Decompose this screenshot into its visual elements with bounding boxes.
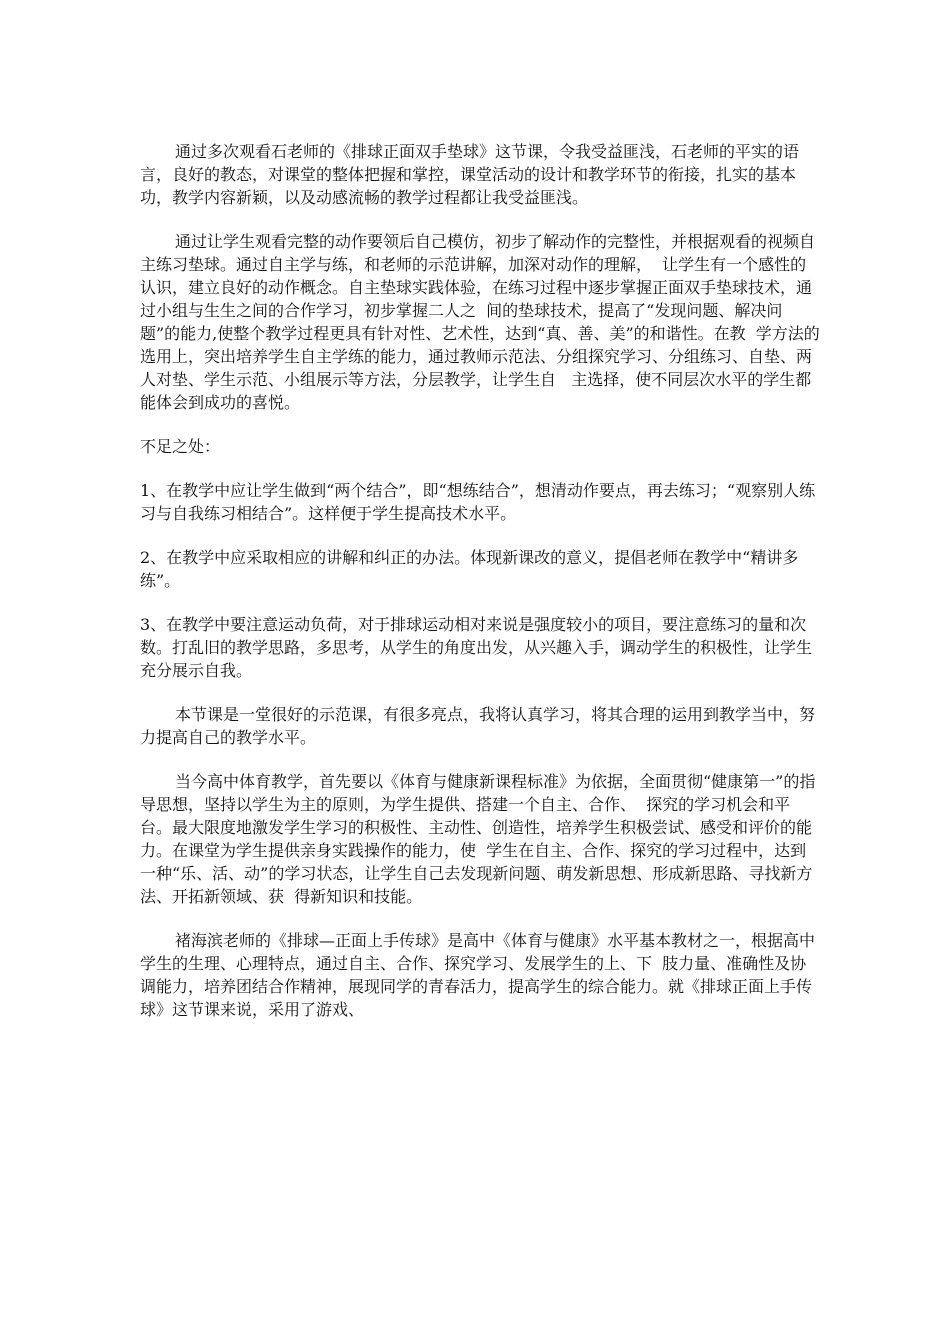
paragraph-intro: 通过多次观看石老师的《排球正面双手垫球》这节课，令我受益匪浅，石老师的平实的语言，良好的教态，对课堂的整体把握和掌控，课堂活动的设计和教学环节的衔接，扎实的基本功，教学内容新颖，以及动感流畅的教学过程都让我受益匪浅。 [140,142,800,207]
paragraph-summary: 本节课是一堂很好的示范课，有很多亮点，我将认真学习，将其合理的运用到教学当中，努力提高自己的教学水平。 [140,705,816,747]
paragraph-method: 通过让学生观看完整的动作要领后自己模仿，初步了解动作的完整性，并根据观看的视频自主练习垫球。通过自主学与练，和老师的示范讲解，加深对动作的理解， 让学生有一个感性的认识，建立良好的动作概念。自主垫球实践体验，在练习过程中逐步掌握正面双手垫球技术，通过小组与生生之间的合作学习，初步掌握二人之 间的垫球技术，提高了“发现问题、解决问题”的能力,使整个教学过程更具有针对性、艺术性，达到“真、善、美”的和谐性。在教 学方法的选用上，突出培养学生自主学练的能力，通过教师示范法、分组探究学习、分组练习、自垫、两人对垫、学生示范、小组展示等方法，分层教学，让学生自 主选择，使不同层次水平的学生都能体会到成功的喜悦。 [140,232,820,412]
document-page [140,140,820,1042]
paragraph-high-school-pe: 当今高中体育教学，首先要以《体育与健康新课程标准》为依据，全面贯彻“健康第一”的指导思想，坚持以学生为主的原则，为学生提供、搭建一个自主、合作、 探究的学习机会和平台。最大限度地激发学生学习的积极性、主动性、创造性，培养学生积极尝试、感受和评价的能力。在课堂为学生提供亲身实践操作的能力，使 学生在自主、合作、探究的学习过程中，达到一种“乐、活、动”的学习状态，让学生自己去发现新问题、萌发新思想、形成新思路、寻找新方法、开拓新领域、获 得新知识和技能。 [140,772,816,906]
paragraph-chu-haibin: 褚海滨老师的《排球—正面上手传球》是高中《体育与健康》水平基本教材之一，根据高中学生的生理、心理特点，通过自主、合作、探究学习、发展学生的上、下 肢力量、准确性及协调能力，培养团结合作精神，展现同学的青春活力，提高学生的综合能力。就《排球正面上手传球》这节课来说，采用了游戏、 [140,931,816,1019]
list-item-3: 3、在教学中要注意运动负荷，对于排球运动相对来说是强度较小的项目，要注意练习的量和次数。打乱旧的教学思路，多思考，从学生的角度出发，从兴趣入手，调动学生的积极性，让学生充分展示自我。 [140,615,813,680]
list-item-2: 2、在教学中应采取相应的讲解和纠正的办法。体现新课改的意义，提倡老师在教学中“精讲多练”。 [140,548,799,590]
section-heading-shortcomings: 不足之处： [140,437,221,456]
list-item-1: 1、在教学中应让学生做到“两个结合”，即“想练结合”，想清动作要点，再去练习；“观察别人练习与自我练习相结合”。这样便于学生提高技术水平。 [140,481,816,523]
